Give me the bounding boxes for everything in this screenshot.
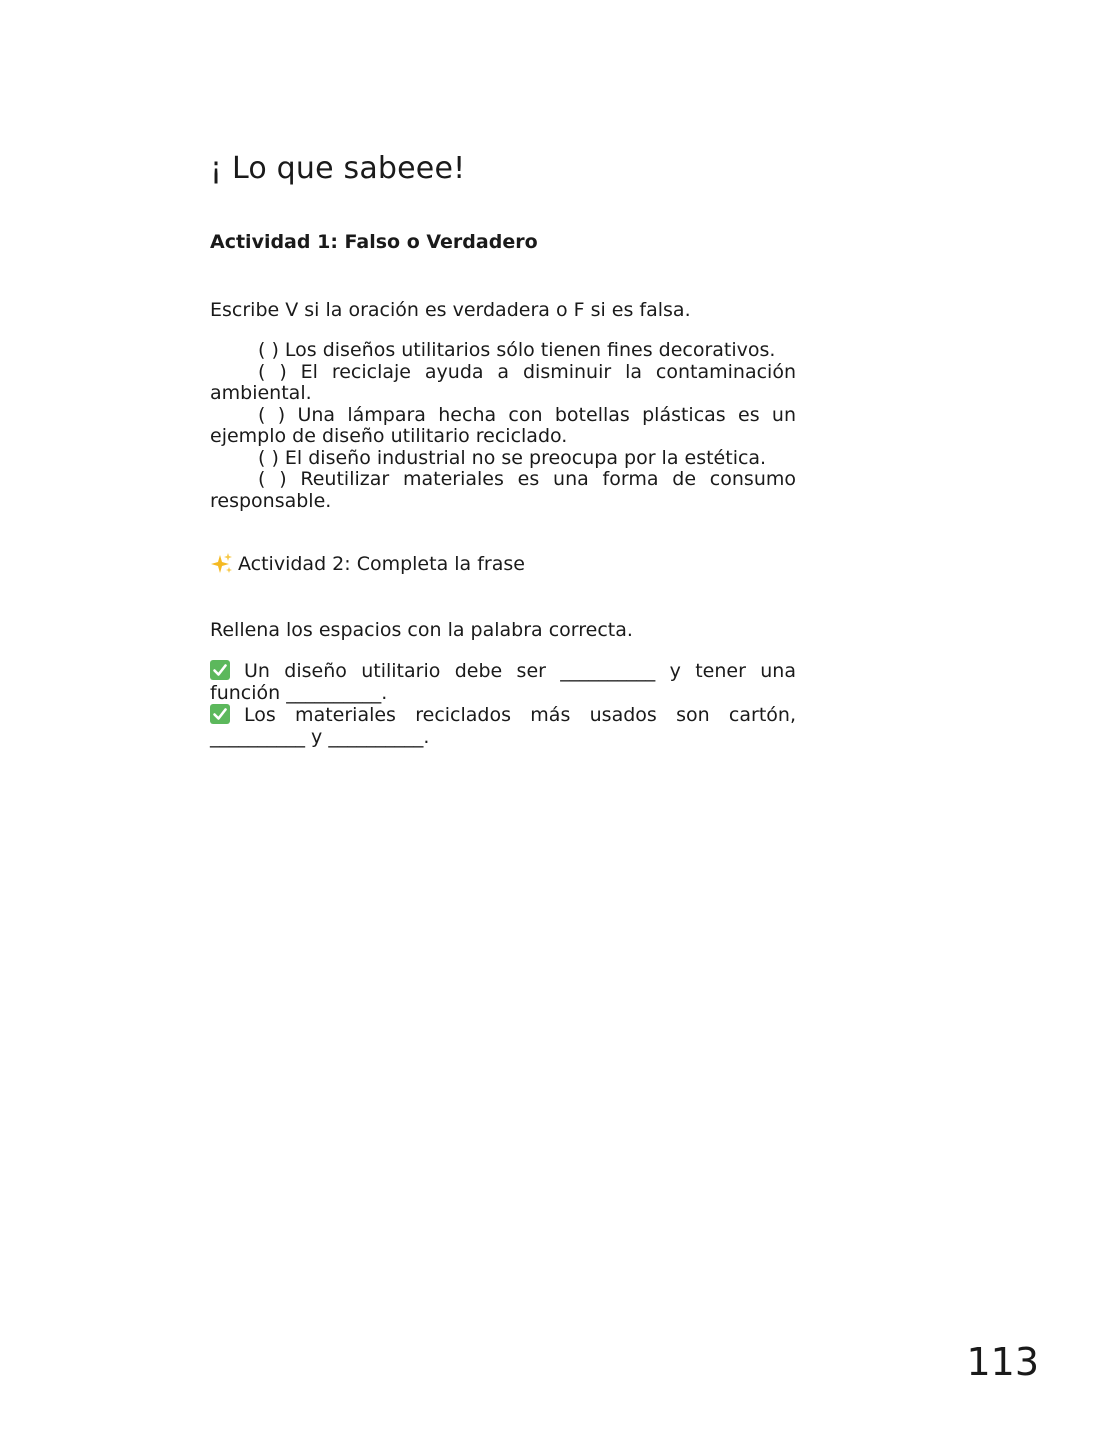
true-false-item: ( ) Una lámpara hecha con botellas plásticas es un ejemplo de diseño utilitario reciclado. xyxy=(210,403,796,447)
fill-in-list xyxy=(210,660,796,748)
sparkles-icon xyxy=(210,552,234,576)
fill-in-item xyxy=(210,704,796,748)
fill-in-text: Los materiales reciclados más usados son cartón, __________ y __________. xyxy=(210,704,796,748)
fill-in-text: Un diseño utilitario debe ser __________ y tener una función __________. xyxy=(210,660,796,704)
page-title: ¡ Lo que sabeee! xyxy=(210,151,466,186)
check-mark-icon xyxy=(210,660,230,680)
page-content xyxy=(210,140,796,748)
activity-2-heading: Actividad 2: Completa la frase xyxy=(238,553,525,575)
true-false-item: ( ) El reciclaje ayuda a disminuir la contaminación ambiental. xyxy=(210,360,796,404)
check-mark-icon xyxy=(210,704,230,724)
activity-1-heading: Actividad 1: Falso o Verdadero xyxy=(210,231,538,253)
activity-2-instruction: Rellena los espacios con la palabra correcta. xyxy=(210,619,633,641)
true-false-list xyxy=(210,340,796,512)
activity-1-instruction: Escribe V si la oración es verdadera o F si es falsa. xyxy=(210,299,691,321)
true-false-item: ( ) Reutilizar materiales es una forma de consumo responsable. xyxy=(210,468,796,512)
true-false-item: ( ) Los diseños utilitarios sólo tienen fines decorativos. xyxy=(258,339,776,361)
activity-2-heading-row xyxy=(210,550,796,578)
page-number: 113 xyxy=(966,1340,1039,1384)
true-false-item: ( ) El diseño industrial no se preocupa por la estética. xyxy=(258,446,767,469)
fill-in-item xyxy=(210,660,796,704)
